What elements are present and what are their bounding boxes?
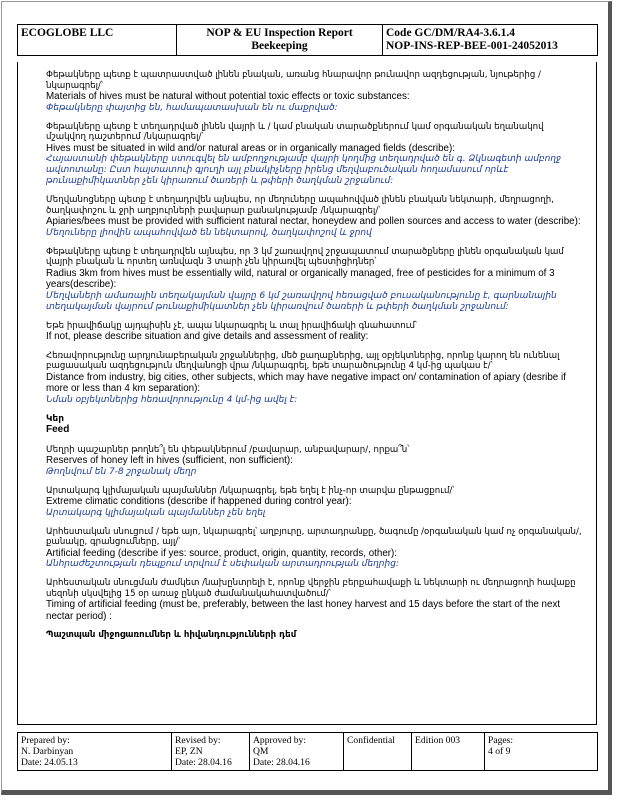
answer-text: Անհրաժեշտության դեպքում տրվում է սեփական արտադրության մեղրից: xyxy=(46,559,399,569)
question-feeding-timing: Արհեստական սնուցման ժամկետ /նախընտրելի է, որոնք վերջին բերքահավաքի և նեկտարի ու մեղրացողի հավաքը սեզոնի սկսվելից 15 օր առաջ ընկած ժամանակահատվածում/՝ Timing of artificial feeding (must be, preferably, between the last honey harvest and 15 days before the start of the next nectar period) : xyxy=(46,578,576,622)
answer-text: Հայաստանի փեթակները ստուգվել են ամբողջությամբ վայրի կողմից տեղադրված են գ. Ձկնագետի ամբողջ ավտոտանը: Ըստ հայտատուի գյուղի այլ բնակիչները իրենց մեղվաբուծական հողամասում որևէ թունաքիմիկատներ չեն կիրառում ծառերի և թփերի ծաղկման շրջանում: xyxy=(46,154,562,186)
report-body xyxy=(17,62,597,725)
approved-by: Approved by: QM Date: 28.04.16 xyxy=(250,733,344,771)
question-forage: Մեղվանոցները պետք է տեղադրվեն այնպես, որ մեղուները ապահովված լինեն բնական նեկտարի, մեղրացողի, ծաղկափոշու և ջրի աղբյուրների բավարար քանակությամբ /նկարագրել/՝ Apiaries/bees must be provided with sufficient natural nectar, honeydew and pollen sources and access to water (describe): Մեղուները լիովին ապահովված են նեկտարով, ծաղկափոշով և ջրով xyxy=(46,195,584,239)
question-situation: Եթե իրավիճակը այդպիսին չէ, ապա նկարագրել և տալ իրավիճակի գնահատում՝ If not, please describe situation and give details and assessment of reality: xyxy=(46,320,417,342)
section-heading-feed: Feed xyxy=(46,423,70,435)
company-name: ECOGLOBE LLC xyxy=(18,25,177,56)
footer-table xyxy=(17,732,598,771)
answer-text: Նման օբյեկտներից հեռավորությունը 4 կմ-ից ավել է: xyxy=(46,394,298,405)
answer-text: Արտակարգ կլիմայական պայմաններ չեն եղել xyxy=(46,507,266,518)
answer-text: Մեղուները լիովին ապահովված են նեկտարով, ծաղկափոշով և ջրով xyxy=(46,227,372,238)
revised-by: Revised by: EP, ZN Date: 28.04.16 xyxy=(172,733,250,771)
section-heading-hy: Կեր xyxy=(46,413,64,424)
question-artificial-feeding: Արհեստական սնուցում / եթե այո, նկարագրել՝ աղբյուրը, արտադրանքը, ծագումը /օրգանական կամ ոչ օրգանական/, քանակը, գրանցումները, այլ/՝ Artificial feeding (describe if yes: source, product, origin, quantity, records, other): Անհրաժեշտության դեպքում տրվում է սեփական արտադրության մեղրից: xyxy=(46,527,584,571)
question-climate: Արտակարգ կլիմայական պայմաններ /նկարագրել, եթե եղել է ինչ-որ տարվա ընթացքում/՝ Extreme climatic conditions (describe if happened during control year): Արտակարգ կլիմայական պայմաններ չեն եղել xyxy=(46,486,584,519)
question-location: Փեթակները պետք է տեղադրված լինեն վայրի և / կամ բնական տարածքներում կամ օրգանական եղանակով մշակվող դաշտերում /նկարագրել/՝ Hives must be situated in wild and/or natural areas or in organically managed fields (describe): Հայաստանի փեթակները ստուգվել են ամբողջությամբ վայրի կողմից տեղադրված են գ. Ձկնագետի ամբողջ ավտոտանը: Ըստ հայտատուի գյուղի այլ բնակիչները իրենց մեղվաբուծական հողամասում որևէ թունաքիմիկատներ չեն կիրառում ծառերի և թփերի ծաղկման շրջանում: xyxy=(46,122,584,188)
confidential-label: Confidential xyxy=(344,733,412,771)
header-table xyxy=(17,24,598,56)
document-code: Code GC/DM/RA4-3.6.1.4 NOP-INS-REP-BEE-001-24052013 xyxy=(383,25,598,56)
question-radius: Փեթակները պետք է տեղադրվեն այնպես, որ 3 կմ շառավղով շրջապատում տարածքները լինեն օրգանական կամ վայրի բնական և որտեղ առնվազն 3 տարի չեն կիրառվել պեստիցիդներ՝ Radius 3km from hives must be essentially wild, natural or organically managed, free of pesticides for a minimum of 3 years(describe): Մեղվաների ամառային տեղակայման վայրը 6 կմ շառավղով հեռացված բուսականությունը է, գարնանային տեղակայման վայրում թունաքիմիկատներ չեն կիրառվում ծառերի և թփերի ծաղկման շրջանում: xyxy=(46,247,584,313)
subheading-protection: Պաշտպան միջոցառումներ և հիվանդությունների դեմ xyxy=(46,630,297,640)
question-distance: Հեռավորությունը արդյունաբերական շրջաններից, մեծ քաղաքներից, այլ օբյեկտներից, որոնք կարող են ունենալ բացասական ազդեցություն մեղվանոցի վրա /նկարագրել, եթե տարածությունը 4 կմ-ից պակաս է/՝ Distance from industry, big cities, other subjects, which may have negative impact on/ contamination of apiary (desribe if more or less than 4 km separation): Նման օբյեկտներից հեռավորությունը 4 կմ-ից ավել է: xyxy=(46,351,584,406)
report-title: NOP & EU Inspection Report Beekeeping xyxy=(177,25,383,56)
page-number: Pages: 4 of 9 xyxy=(485,733,598,771)
answer-text: Մեղվաների ամառային տեղակայման վայրը 6 կմ շառավղով հեռացված բուսականությունը է, գարնանային տեղակայման վայրում թունաքիմիկատներ չեն կիրառվում ծառերի և թփերի ծաղկման շրջանում: xyxy=(46,290,557,312)
edition-label: Edition 003 xyxy=(412,733,485,771)
answer-text: Փեթակները փայտից են, համապատասխան են ու մաքրված: xyxy=(46,102,338,113)
answer-text: Թողնվում են 7-8 շրջանակ մեղր xyxy=(46,466,197,477)
question-materials: Փեթակները պետք է պատրաստված լինեն բնական, առանց հնարավոր թունավոր ազդեցության, նյութերից /նկարագրել/՝ Materials of hives must be natural without potential toxic effects or toxic substances: Փեթակները փայտից են, համապատասխան են ու մաքրված: xyxy=(46,70,584,114)
prepared-by: Prepared by: N. Darbinyan Date: 24.05.13 xyxy=(18,733,172,771)
question-honey-reserves: Մեղրի պաշարներ թողնե՞լ են փեթակներում /բավարար, անբավարար/, որքա՞ն՝ Reserves of honey left in hives (sufficient, non sufficient): Թողնվում են 7-8 շրջանակ մեղր xyxy=(46,445,584,478)
